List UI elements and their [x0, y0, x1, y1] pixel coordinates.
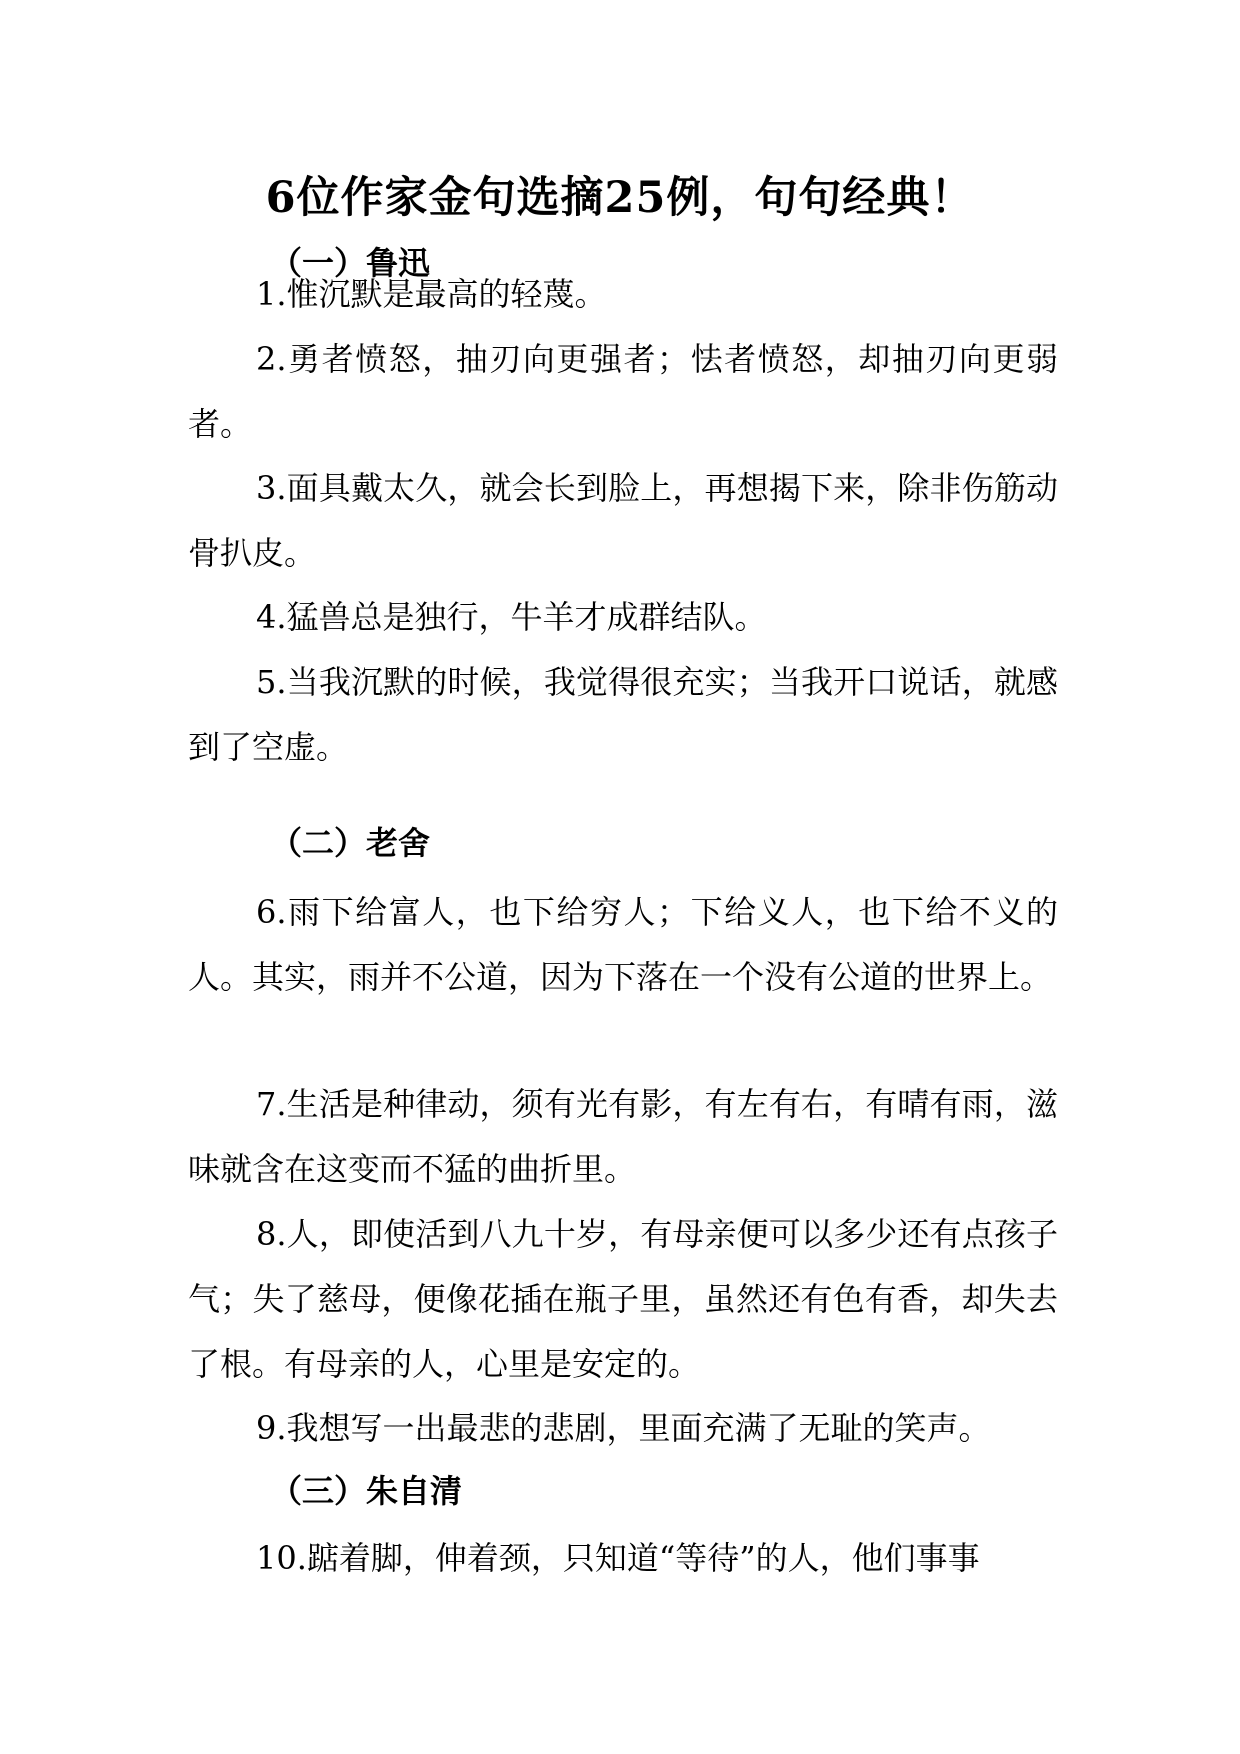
quote-8: 8.人，即使活到八九十岁，有母亲便可以多少还有点孩子气；失了慈母，便像花插在瓶子里，虽然还有色有香，却失去了根。有母亲的人，心里是安定的。 — [188, 1215, 1058, 1383]
section-heading-luxun: （一）鲁迅 — [270, 244, 431, 282]
quote-10: 10.踮着脚，伸着颈，只知道“等待”的人，他们事事 — [256, 1539, 980, 1577]
quote-2: 2.勇者愤怒，抽刃向更强者；怯者愤怒，却抽刃向更弱者。 — [188, 340, 1058, 443]
quote-7: 7.生活是种律动，须有光有影，有左有右，有晴有雨，滋味就含在这变而不猛的曲折里。 — [188, 1085, 1058, 1188]
section-heading-laoshe: （二）老舍 — [270, 824, 431, 862]
quote-6: 6.雨下给富人，也下给穷人；下给义人，也下给不义的人。其实，雨并不公道，因为下落在一个没有公道的世界上。 — [188, 893, 1058, 996]
document-title: 6位作家金句选摘25例，句句经典！ — [265, 173, 975, 223]
quote-5: 5.当我沉默的时候，我觉得很充实；当我开口说话，就感到了空虚。 — [188, 663, 1058, 766]
section-heading-zhuziqing: （三）朱自清 — [270, 1472, 463, 1510]
quote-9: 9.我想写一出最悲的悲剧，里面充满了无耻的笑声。 — [256, 1409, 991, 1447]
quote-3: 3.面具戴太久，就会长到脸上，再想揭下来，除非伤筋动骨扒皮。 — [188, 469, 1058, 572]
quote-1: 1.惟沉默是最高的轻蔑。 — [256, 275, 607, 313]
quote-4: 4.猛兽总是独行，牛羊才成群结队。 — [256, 598, 767, 636]
